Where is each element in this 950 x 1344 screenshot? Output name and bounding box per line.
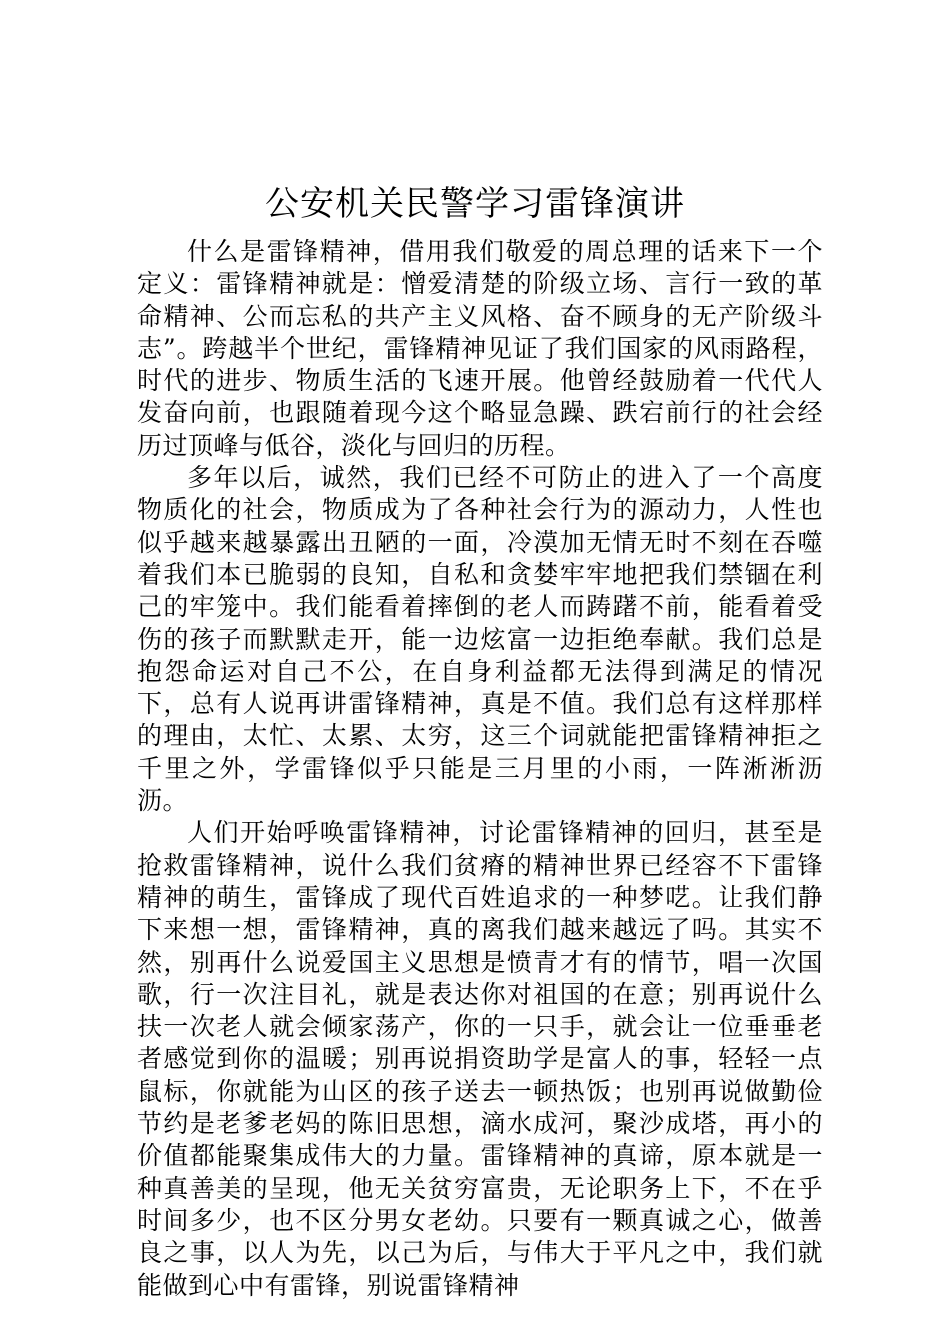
paragraph-1: 什么是雷锋精神，借用我们敬爱的周总理的话来下一个定义：雷锋精神就是：憎爱清楚的阶级立场、言行一致的革命精神、公而忘私的共产主义风格、奋不顾身的无产阶级斗志”。跨越半个世纪，雷锋精神见证了我们国家的风雨路程，时代的进步、物质生活的飞速开展。他曾经鼓励着一代代人发奋向前，也跟随着现今这个略显急躁、跌宕前行的社会经历过顶峰与低谷，淡化与回归的历程。 bbox=[137, 237, 823, 460]
document-title: 公安机关民警学习雷锋演讲 bbox=[265, 184, 685, 224]
paragraph-3: 人们开始呼唤雷锋精神，讨论雷锋精神的回归，甚至是抢救雷锋精神，说什么我们贫瘠的精神世界已经容不下雷锋精神的萌生，雷锋成了现代百姓追求的一种梦呓。让我们静下来想一想，雷锋精神，真的离我们越来越远了吗。其实不然，别再什么说爱国主义思想是愤青才有的情节，唱一次国歌，行一次注目礼，就是表达你对祖国的在意；别再说什么扶一次老人就会倾家荡产，你的一只手，就会让一位垂垂老者感觉到你的温暖；别再说捐资助学是富人的事，轻轻一点鼠标，你就能为山区的孩子送去一顿热饭；也别再说做勤俭节约是老爹老妈的陈旧思想，滴水成河，聚沙成塔，再小的价值都能聚集成伟大的力量。雷锋精神的真谛，原本就是一种真善美的呈现，他无关贫穷富贵，无论职务上下，不在乎时间多少，也不区分男女老幼。只要有一颗真诚之心，做善良之事，以人为先，以己为后，与伟大于平凡之中，我们就能做到心中有雷锋，别说雷锋精神 bbox=[137, 818, 823, 1300]
document-body bbox=[137, 236, 823, 1302]
paragraph-2: 多年以后，诚然，我们已经不可防止的进入了一个高度物质化的社会，物质成为了各种社会行为的源动力，人性也似乎越来越暴露出丑陋的一面，冷漠加无情无时不刻在吞噬着我们本已脆弱的良知，自私和贪婪牢牢地把我们禁锢在利己的牢笼中。我们能看着摔倒的老人而踌躇不前，能看着受伤的孩子而默默走开，能一边炫富一边拒绝奉献。我们总是抱怨命运对自己不公，在自身利益都无法得到满足的情况下，总有人说再讲雷锋精神，真是不值。我们总有这样那样的理由，太忙、太累、太穷，这三个词就能把雷锋精神拒之千里之外，学雷锋似乎只能是三月里的小雨，一阵淅淅沥沥。 bbox=[137, 463, 823, 816]
